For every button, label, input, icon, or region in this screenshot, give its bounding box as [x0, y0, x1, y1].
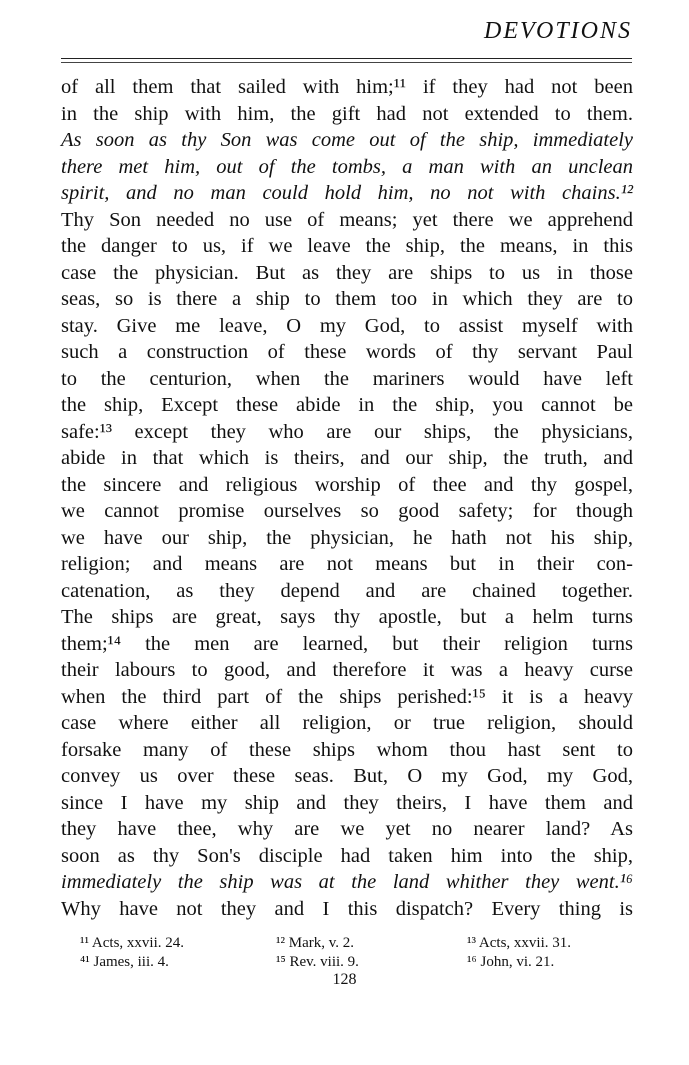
- text-line: As soon as thy Son was come out of the ship, immediately: [61, 129, 633, 151]
- text-line: when the third part of the ships perished:¹⁵ it is a heavy: [61, 685, 633, 708]
- text-line: case the physician. But as they are ships to us in those: [61, 261, 633, 284]
- text-line: such a construction of these words of thy servant Paul: [61, 341, 633, 363]
- footnote: ¹⁶ John, vi. 21.: [467, 954, 555, 970]
- footnote: ¹⁵ Rev. viii. 9.: [276, 954, 359, 970]
- footnote: ¹³ Acts, xxvii. 31.: [467, 935, 571, 951]
- text-line: soon as thy Son's disciple had taken him into the ship,: [61, 844, 633, 867]
- text-line: them;¹⁴ the men are learned, but their religion turns: [61, 632, 633, 655]
- text-line: we have our ship, the physician, he hath not his ship,: [61, 526, 633, 549]
- header-rule-bottom: [61, 62, 632, 63]
- body-text: [61, 74, 633, 922]
- page-number: 128: [332, 971, 357, 988]
- text-line: Thy Son needed no use of means; yet there we apprehend: [61, 208, 633, 231]
- running-header: DEVOTIONS: [484, 18, 632, 44]
- footnotes-column-3: [467, 934, 571, 972]
- text-line: seas, so is there a ship to them too in which they are to: [61, 288, 633, 310]
- text-line: religion; and means are not means but in their con-: [61, 553, 633, 575]
- text-line: stay. Give me leave, O my God, to assist myself with: [61, 314, 633, 337]
- footnotes-column-1: [80, 934, 184, 972]
- text-line: they have thee, why are we yet no nearer land? As: [61, 818, 633, 840]
- text-line: The ships are great, says thy apostle, but a helm turns: [61, 606, 633, 628]
- text-line: of all them that sailed with him;¹¹ if they had not been: [61, 76, 633, 98]
- text-line: we cannot promise ourselves so good safety; for though: [61, 500, 633, 522]
- text-line: to the centurion, when the mariners would have left: [61, 367, 633, 390]
- footnote: ¹¹ Acts, xxvii. 24.: [80, 935, 184, 951]
- text-line: immediately the ship was at the land whither they went.¹⁶: [61, 871, 633, 893]
- footnote: ⁴¹ James, iii. 4.: [80, 954, 169, 970]
- text-line: since I have my ship and they theirs, I have them and: [61, 791, 633, 814]
- text-line: in the ship with him, the gift had not extended to them.: [61, 102, 633, 125]
- footnotes-column-2: [276, 934, 359, 972]
- text-line: safe:¹³ except they who are our ships, the physicians,: [61, 420, 633, 443]
- header-rule-top: [61, 58, 632, 59]
- text-line: abide in that which is theirs, and our ship, the truth, and: [61, 447, 633, 469]
- text-line: there met him, out of the tombs, a man with an unclean: [61, 155, 633, 178]
- text-line: case where either all religion, or true religion, should: [61, 712, 633, 734]
- text-line: catenation, as they depend and are chained together.: [61, 579, 633, 602]
- footnote: ¹² Mark, v. 2.: [276, 935, 355, 951]
- text-line: forsake many of these ships whom thou hast sent to: [61, 738, 633, 761]
- text-line: convey us over these seas. But, O my God, my God,: [61, 765, 633, 787]
- text-line: the ship, Except these abide in the ship, you cannot be: [61, 394, 633, 416]
- text-line: the danger to us, if we leave the ship, the means, in this: [61, 235, 633, 257]
- text-line: their labours to good, and therefore it was a heavy curse: [61, 659, 633, 681]
- text-line: the sincere and religious worship of thee and thy gospel,: [61, 473, 633, 496]
- text-line: spirit, and no man could hold him, no not with chains.¹²: [61, 182, 633, 204]
- text-line: Why have not they and I this dispatch? Every thing is: [61, 897, 633, 920]
